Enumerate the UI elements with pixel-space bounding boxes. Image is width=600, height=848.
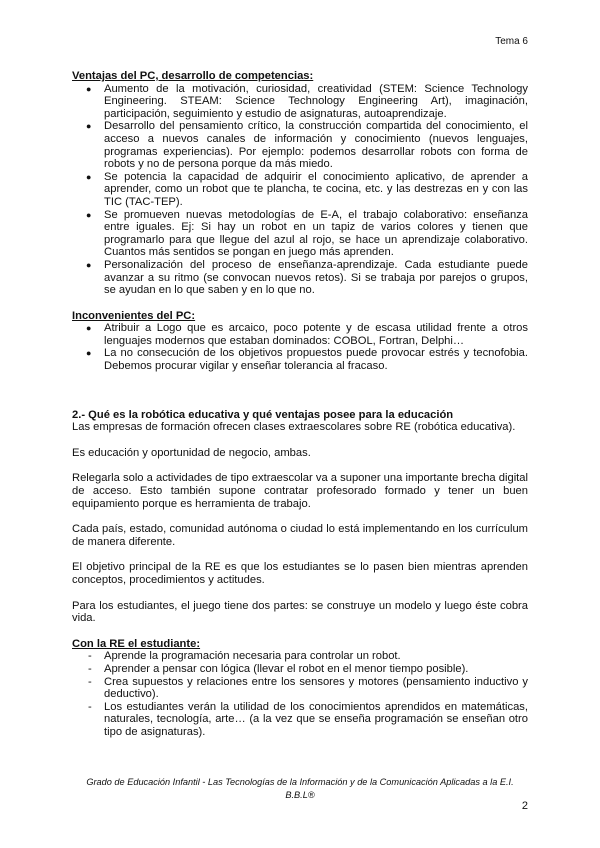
inconvenientes-list xyxy=(72,322,528,372)
section-heading-robotica: 2.- Qué es la robótica educativa y qué ventajas posee para la educación xyxy=(72,408,454,421)
ventajas-list xyxy=(72,83,528,297)
section-heading-ventajas: Ventajas del PC, desarrollo de competencias: xyxy=(72,70,314,82)
list-item: ● La no consecución de los objetivos propuestos puede provocar estrés y tecnofobia. Debemos procurar vigilar y enseñar tolerancia al fracaso. xyxy=(72,347,528,372)
footer-author-line: B.B.L® xyxy=(285,790,315,800)
paragraph: Para los estudiantes, el juego tiene dos partes: se construye un modelo y luego éste cobra vida. xyxy=(72,599,528,625)
list-item: - Los estudiantes verán la utilidad de los conocimientos aprendidos en matemáticas, naturales, tecnología, arte… (a la vez que se enseña programación se enseñan otro tipo de asignaturas). xyxy=(72,701,528,739)
footer-course-line: Grado de Educación Infantil - Las Tecnologías de la Información y de la Comunicación Aplicadas a la E.I. xyxy=(86,777,514,787)
list-item: ● Se promueven nuevas metodologías de E-A, el trabajo colaborativo: enseñanza entre iguales. Ej: Si hay un robot en un tapiz de varios colores y tienen que programarlo para que llegue del azul al rojo, se hace un aprendizaje colaborativo. Cuantos más sentidos se pongan en juego más aprenden. xyxy=(72,209,528,259)
list-item: - Aprender a pensar con lógica (llevar el robot en el menor tiempo posible). xyxy=(72,663,528,676)
list-item: - Crea supuestos y relaciones entre los sensores y motores (pensamiento inductivo y deductivo). xyxy=(72,676,528,701)
paragraph: Relegarla solo a actividades de tipo extraescolar va a suponer una importante brecha digital de acceso. Esto también supone contratar profesorado formado y tener un buen equipamiento porque es herramienta de trabajo. xyxy=(72,472,528,510)
list-item: ● Aumento de la motivación, curiosidad, creatividad (STEM: Science Technology Engineering. STEAM: Science Technology Engineering Art), imaginación, participación, seguimiento y estudio de asignaturas, autoaprendizaje. xyxy=(72,83,528,121)
paragraph: Cada país, estado, comunidad autónoma o ciudad lo está implementando en los currículum de manera diferente. xyxy=(72,523,528,548)
list-item: ● Desarrollo del pensamiento crítico, la construcción compartida del conocimiento, el acceso a nuevos canales de información y conocimiento (nuevos lenguajes, programas experiencias). Por ejemplo: podemos desarrollar robots con forma de robots y no de persona porque da más miedo. xyxy=(72,120,528,170)
page-footer xyxy=(72,776,528,802)
list-item: ● Personalización del proceso de enseñanza-aprendizaje. Cada estudiante puede avanzar a su ritmo (se convocan nuevos retos). Si se trabaja por parejos o grupos, se ayudan en lo que saben y en lo que no. xyxy=(72,259,528,297)
page-number: 2 xyxy=(521,800,528,812)
paragraph: Las empresas de formación ofrecen clases extraescolares sobre RE (robótica educativa). xyxy=(72,421,516,434)
paragraph: El objetivo principal de la RE es que los estudiantes se lo pasen bien mientras aprenden conceptos, procedimientos y actitudes. xyxy=(72,561,528,586)
estudiante-list xyxy=(72,650,528,738)
section-heading-estudiante: Con la RE el estudiante: xyxy=(72,637,201,650)
header-tag: Tema 6 xyxy=(495,36,528,47)
list-item: ● Se potencia la capacidad de adquirir el conocimiento aplicativo, de aprender a aprender, como un robot que te plancha, te cocina, etc. y las destrezas en y con las TIC (TAC-TEP). xyxy=(72,171,528,209)
paragraph: Es educación y oportunidad de negocio, ambas. xyxy=(72,446,311,459)
section-heading-inconvenientes: Inconvenientes del PC: xyxy=(72,309,196,322)
document-content xyxy=(72,70,528,739)
list-item: ● Atribuir a Logo que es arcaico, poco potente y de escasa utilidad frente a otros lenguajes modernos que estaban dominados: COBOL, Fortran, Delphi… xyxy=(72,322,528,347)
list-item: - Aprende la programación necesaria para controlar un robot. xyxy=(72,650,528,663)
